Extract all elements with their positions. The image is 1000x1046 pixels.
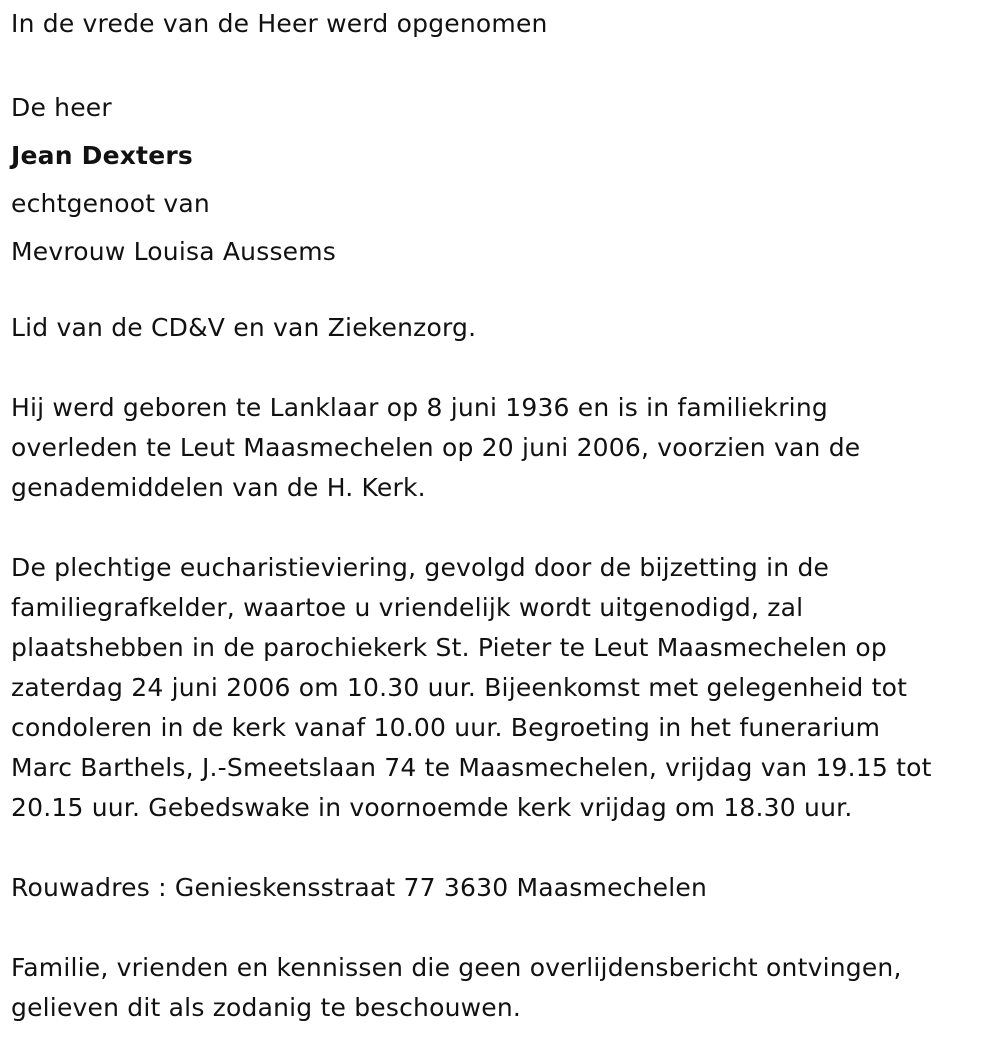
paragraph-line: Hij werd geboren te Lanklaar op 8 juni 1936 en is in familiekring [11,393,828,422]
birth-death-paragraph [11,388,986,508]
paragraph-line: Familie, vrienden en kennissen die geen overlijdensbericht ontvingen, [11,953,902,982]
paragraph-line: genademiddelen van de H. Kerk. [11,473,426,502]
closing-paragraph [11,948,986,1028]
ceremony-paragraph [11,548,986,828]
paragraph-line: plaatshebben in de parochiekerk St. Pieter te Leut Maasmechelen op [11,633,887,662]
paragraph-line: Marc Barthels, J.-Smeetslaan 74 te Maasmechelen, vrijdag van 19.15 tot [11,753,932,782]
paragraph-line: zaterdag 24 juni 2006 om 10.30 uur. Bijeenkomst met gelegenheid tot [11,673,908,702]
membership-text: Lid van de CD&V en van Ziekenzorg. [11,313,477,342]
intro-text: In de vrede van de Heer werd opgenomen [11,9,548,38]
paragraph-line: De plechtige eucharistieviering, gevolgd door de bijzetting in de [11,553,830,582]
paragraph-line: gelieven dit als zodanig te beschouwen. [11,993,522,1022]
spouse-name: Mevrouw Louisa Aussems [11,237,337,266]
paragraph-line: overleden te Leut Maasmechelen op 20 juni 2006, voorzien van de [11,433,861,462]
relation-text: echtgenoot van [11,189,210,218]
paragraph-line: 20.15 uur. Gebedswake in voornoemde kerk vrijdag om 18.30 uur. [11,793,853,822]
mourning-address: Rouwadres : Genieskensstraat 77 3630 Maasmechelen [11,873,707,902]
paragraph-line: condoleren in de kerk vanaf 10.00 uur. Begroeting in het funerarium [11,713,881,742]
deceased-name: Jean Dexters [11,141,193,170]
title-prefix: De heer [11,93,112,122]
obituary-notice [11,0,986,1028]
paragraph-line: familiegrafkelder, waartoe u vriendelijk wordt uitgenodigd, zal [11,593,804,622]
